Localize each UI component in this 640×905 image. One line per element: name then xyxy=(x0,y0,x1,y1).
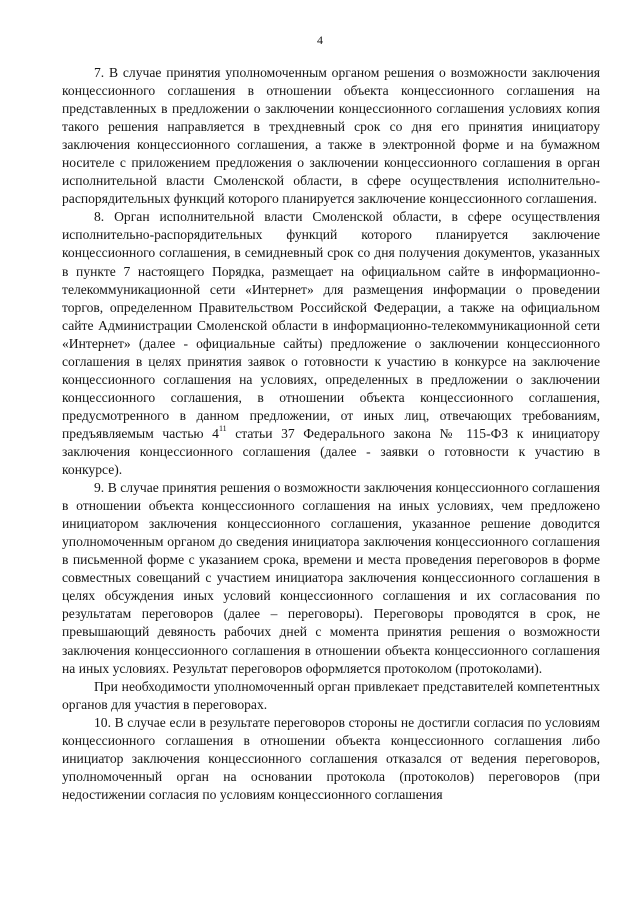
page-number: 4 xyxy=(317,33,323,47)
paragraph-9-addendum: При необходимости уполномоченный орган привлекает представителей компетентных органов для участия в переговорах. xyxy=(62,678,600,712)
paragraph-8 xyxy=(62,208,600,479)
paragraph-9: 9. В случае принятия решения о возможности заключения концессионного соглашения в отношении объекта концессионного соглашения на иных условиях, чем предложено инициатором заключения концессионного соглашения, указанное решение доводится уполномоченным органом до сведения инициатора заключения концессионного соглашения в письменной форме с указанием срока, времени и места проведения переговоров в форме совместных совещаний с участием инициатора заключения концессионного соглашения в целях обсуждения иных условий концессионного соглашения и их согласования по результатам переговоров (далее – переговоры). Переговоры проводятся в срок, не превышающий девяность рабочих дней с момента принятия решения о возможности заключения концессионного соглашения в отношении объекта концессионного соглашения на иных условиях. Результат переговоров оформляется протоколом (протоколами). xyxy=(62,480,600,676)
paragraph-10: 10. В случае если в результате переговоров стороны не достигли согласия по условиям концессионного соглашения в отношении объекта концессионного соглашения либо инициатор заключения концессионного соглашения отказался от ведения переговоров, уполномоченный орган на основании протокола (протоколов) переговоров (при недостижении согласия по условиям концессионного соглашения xyxy=(62,714,600,802)
document-body xyxy=(62,64,600,804)
paragraph-8-superscript: 11 xyxy=(218,424,227,434)
paragraph-8-text-end: статьи 37 Федерального закона № 115-ФЗ к инициатору заключения концессионного соглашения (далее - заявки о готовности к участию в конкурсе). xyxy=(62,425,600,478)
paragraph-7: 7. В случае принятия уполномоченным органом решения о возможности заключения концессионного соглашения в отношении объекта концессионного соглашения на представленных в предложении о заключении концессионного соглашения условиях копия такого решения направляется в трехдневный срок со дня его принятия инициатору заключения концессионного соглашения, а также в электронной форме и на бумажном носителе с приложением предложения о заключении концессионного соглашения в орган исполнительной власти Смоленской области, в сфере осуществления исполнительно-распорядительных функций которого планируется заключение концессионного соглашения. xyxy=(62,65,600,207)
paragraph-8-text-start: 8. Орган исполнительной власти Смоленской области, в сфере осуществления исполнительно-распорядительных функций которого планируется заключение концессионного соглашения, в семидневный срок со дня получения документов, указанных в пункте 7 настоящего Порядка, размещает на официальном сайте в информационно-телекоммуникационной сети «Интернет» для размещения информации о проведении торгов, определенном Правительством Российской Федерации, а также на официальном сайте Администрации Смоленской области в информационно-телекоммуникационной сети «Интернет» (далее - официальные сайты) предложение о заключении концессионного соглашения в целях принятия заявок о готовности к участию в конкурсе на заключение концессионного соглашения на условиях, определенных в предложении о заключении концессионного соглашения, в отношении объекта концессионного соглашения, предусмотренного в данном предложении, от иных лиц, отвечающих требованиям, предъявляемым частью 4 xyxy=(62,209,600,441)
